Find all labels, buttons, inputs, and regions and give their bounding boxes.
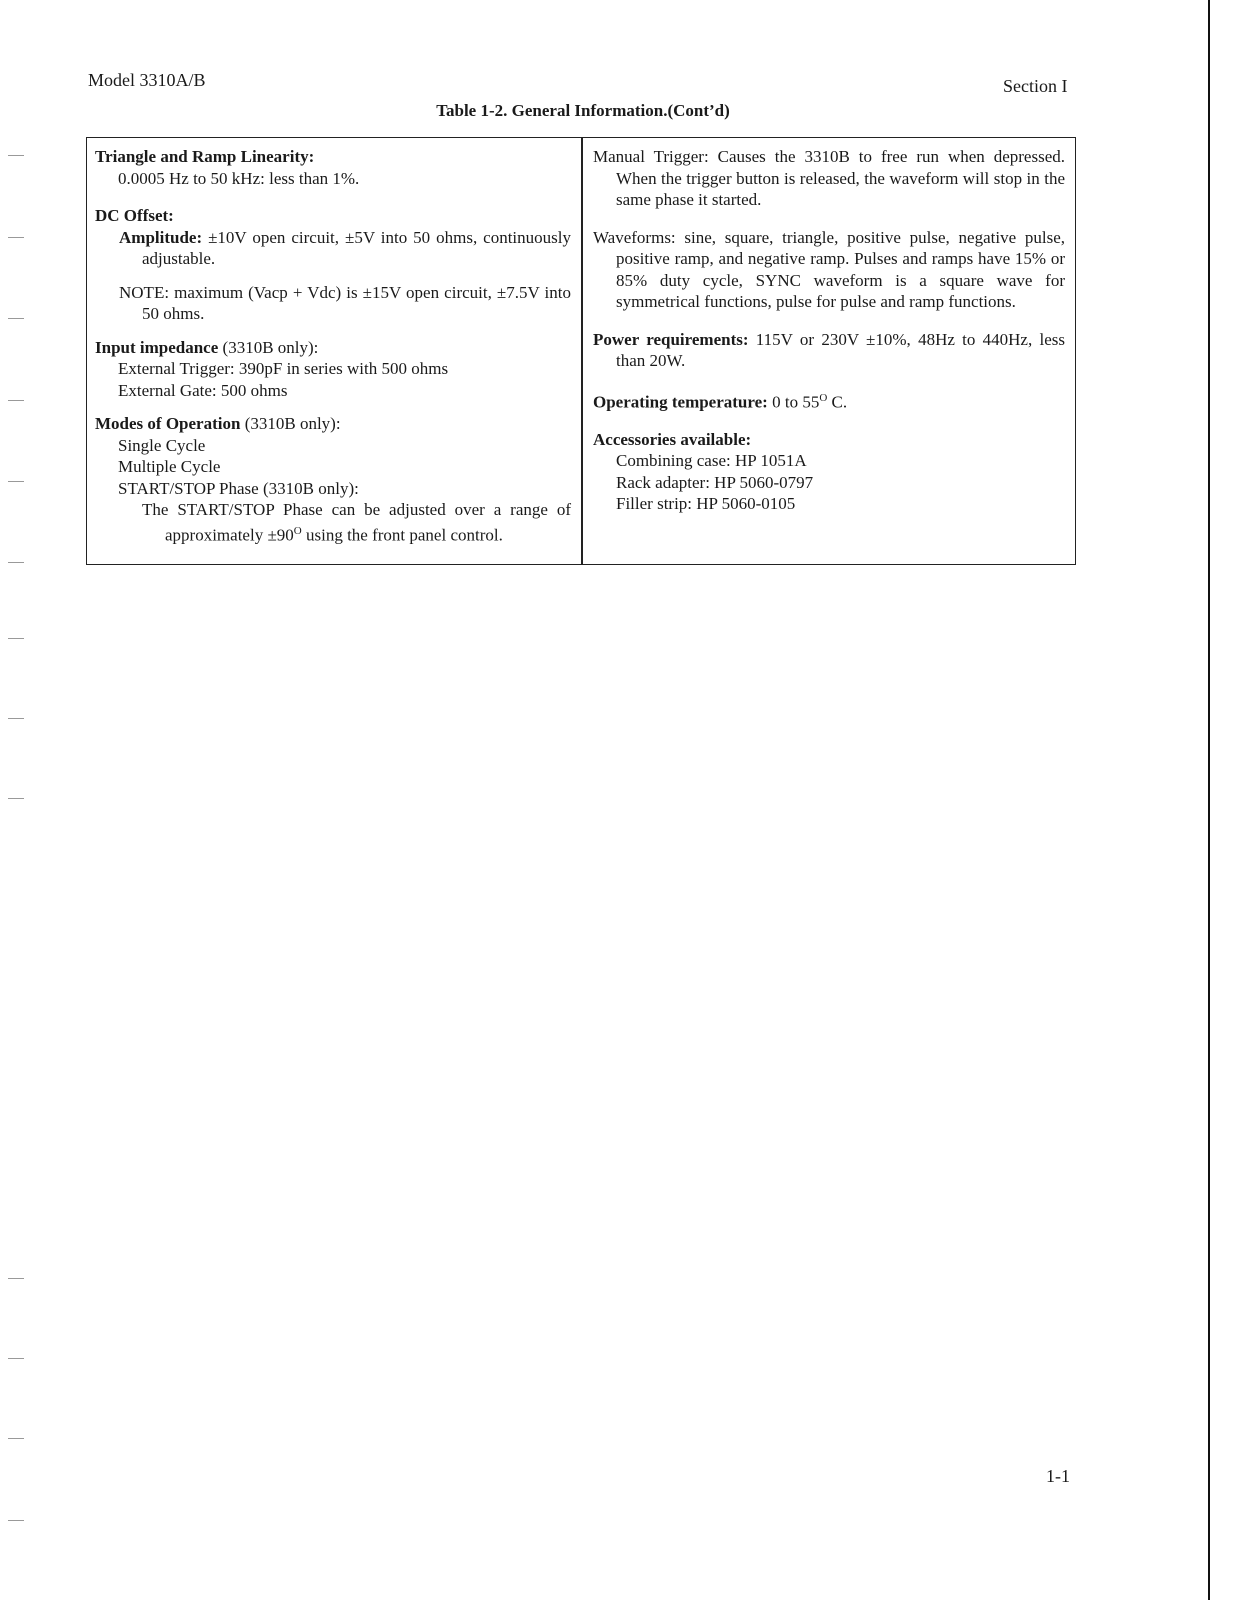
binder-mark bbox=[8, 155, 24, 156]
binder-mark bbox=[8, 237, 24, 238]
modes-heading: Modes of Operation (3310B only): bbox=[95, 414, 341, 433]
dc-offset-heading: DC Offset: bbox=[95, 206, 174, 225]
general-info-table bbox=[86, 137, 1076, 565]
binder-mark bbox=[8, 798, 24, 799]
binder-mark bbox=[8, 400, 24, 401]
page-number: 1-1 bbox=[1046, 1466, 1070, 1486]
input-impedance-heading: Input impedance (3310B only): bbox=[95, 337, 319, 357]
binder-mark bbox=[8, 718, 24, 719]
ext-gate-text: External Gate: 500 ohms bbox=[118, 380, 288, 400]
section-header: Section I bbox=[1003, 76, 1068, 96]
right-column bbox=[593, 146, 1065, 515]
binder-mark bbox=[8, 318, 24, 319]
triangle-value: 0.0005 Hz to 50 kHz: less than 1%. bbox=[118, 168, 360, 188]
single-cycle-text: Single Cycle bbox=[118, 435, 206, 455]
filler-strip-text: Filler strip: HP 5060-0105 bbox=[616, 494, 796, 514]
accessories-heading: Accessories available: bbox=[593, 429, 752, 449]
binder-mark bbox=[8, 1358, 24, 1359]
triangle-heading: Triangle and Ramp Linearity: bbox=[95, 147, 315, 166]
rack-adapter-text: Rack adapter: HP 5060-0797 bbox=[616, 472, 814, 492]
left-column bbox=[95, 146, 571, 546]
temperature-text: Operating temperature: 0 to $55^O$ C. bbox=[593, 391, 848, 412]
page-edge-line bbox=[1208, 0, 1210, 1600]
binder-mark bbox=[8, 481, 24, 482]
table-title: Table 1-2. General Information.(Cont’d) bbox=[436, 101, 730, 120]
ext-trigger-text: External Trigger: 390pF in series with 500 ohms bbox=[118, 359, 449, 378]
power-text: Power requirements: 115V or 230V ±10%, 48Hz to 440Hz, less than 20W. bbox=[593, 329, 1065, 370]
amplitude-text: Amplitude: ±10V open circuit, ±5V into 50 ohms, continuously adjustable. bbox=[119, 227, 571, 268]
start-stop-desc: The START/STOP Phase can be adjusted over a range of approximately $\pm 90^O$ using the front panel control. bbox=[142, 500, 571, 545]
note-text: NOTE: maximum (Vacp + Vdc) is ±15V open circuit, ±7.5V into 50 ohms. bbox=[119, 282, 571, 323]
combining-case-text: Combining case: HP 1051A bbox=[616, 451, 807, 471]
model-header: Model 3310A/B bbox=[88, 70, 206, 90]
binder-mark bbox=[8, 562, 24, 563]
manual-trigger-text: Manual Trigger: Causes the 3310B to free run when depressed. When the trigger button is released, the waveform will stop in the same phase it started. bbox=[593, 147, 1065, 209]
binder-mark bbox=[8, 1520, 24, 1521]
column-divider bbox=[581, 138, 583, 564]
start-stop-text: START/STOP Phase (3310B only): bbox=[118, 478, 359, 498]
waveforms-text: Waveforms: sine, square, triangle, positive pulse, negative pulse, positive ramp, and negative ramp. Pulses and ramps have 15% or 85% duty cycle, SYNC waveform is a square wave for symmetrical functions, pulse for pulse and ramp functions. bbox=[593, 227, 1065, 311]
binder-mark bbox=[8, 1438, 24, 1439]
binder-mark bbox=[8, 638, 24, 639]
binder-mark bbox=[8, 1278, 24, 1279]
multiple-cycle-text: Multiple Cycle bbox=[118, 457, 221, 476]
